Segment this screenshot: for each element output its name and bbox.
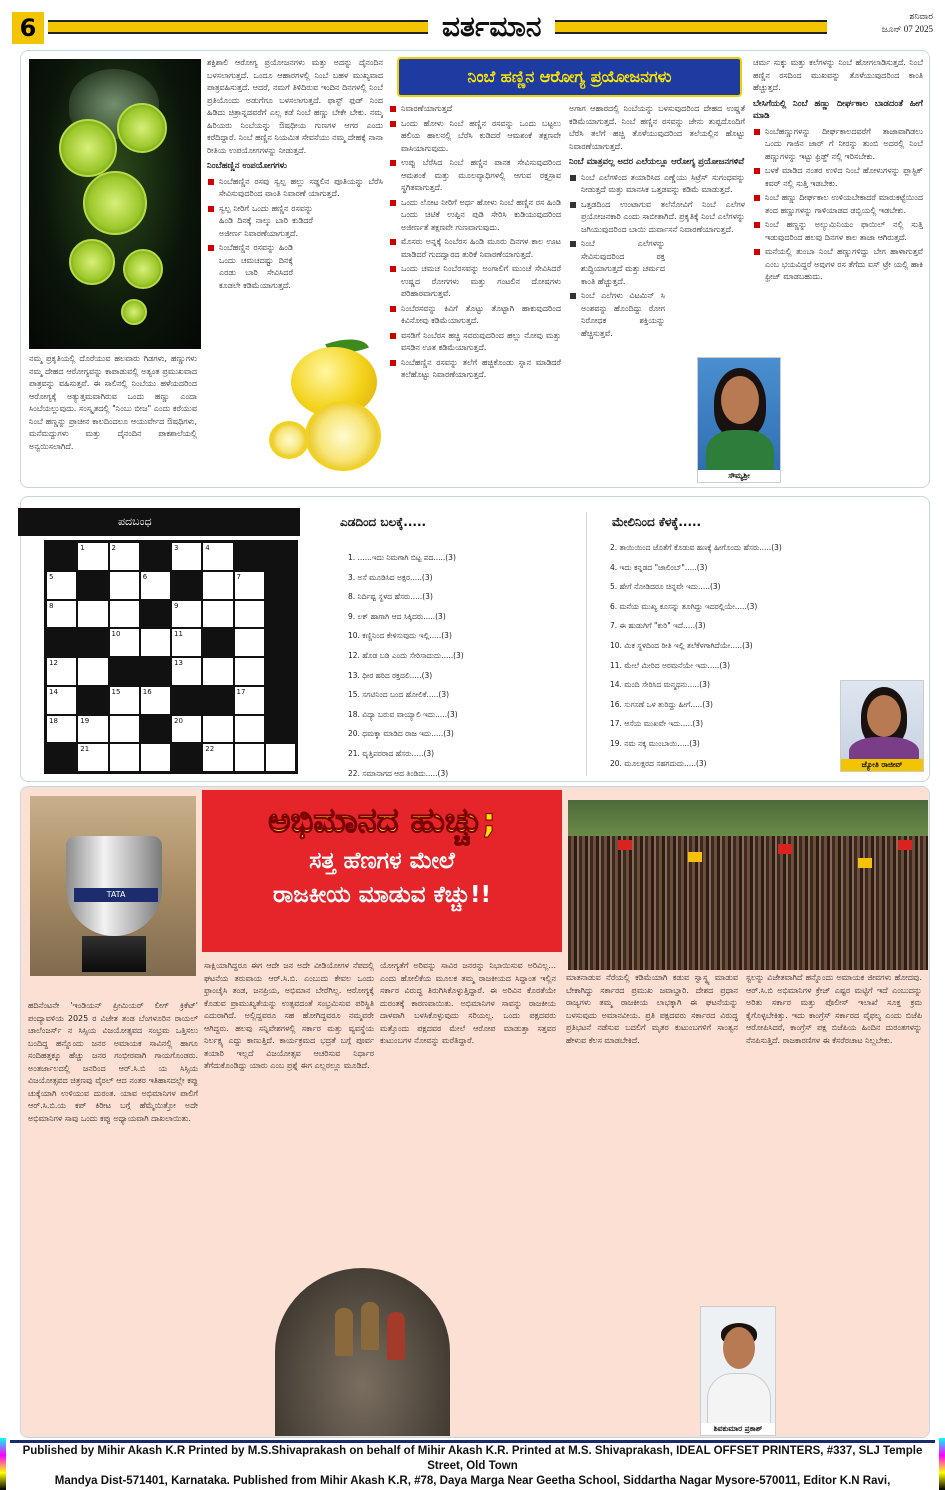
- author-photo: [697, 357, 781, 483]
- grid-cell[interactable]: [265, 743, 296, 772]
- rcb-headline: [202, 790, 562, 952]
- grid-cell[interactable]: [202, 657, 233, 686]
- rcb-col-2: [204, 960, 374, 1260]
- grid-cell[interactable]: [234, 657, 265, 686]
- clue-divider: [586, 512, 587, 776]
- grid-cell[interactable]: 22: [202, 743, 233, 772]
- rcb-author-photo: [700, 1306, 776, 1436]
- black-cell: [46, 743, 77, 772]
- list-item: ನಿಂಬೆ ಹಣ್ಣನ್ನು ಅಲ್ಯುಮಿನಿಯಂ ಫಾಯಿಲ್ ನಲ್ಲಿ ಸುತ್ತಿ ಇಡುವುದರಿಂದ ಹಲವು ದಿನಗಳ ಕಾಲ ತಾಜಾ ಆಗಿರುತ್ತದೆ.: [753, 219, 923, 244]
- grid-cell[interactable]: [234, 600, 265, 629]
- black-cell: [46, 628, 77, 657]
- black-cell: [46, 542, 77, 571]
- list-item: 11. ಮೇಲೆ ಮೀರಿದ ಅರಮನೆಯೇ ಇದು.....(3): [610, 660, 731, 670]
- rcb-col4-paragraph: ಮಾತನಾಡುವ ನೆರೆಯಲ್ಲಿ ಕಡಿಮೆಯಾಗಿ ಕಡುವ ಸ್ವಾಸ್ಥ್ಯ ಮಾಡುವ ಬೇಕಾಗಿದ್ದು ಸರ್ಕಾರದ ಪ್ರಮುಖ ಜವಾಬ್ದಾರಿ. ದೇಶದ ಪ್ರಧಾನ ರಾಜ್ಯಗಳು ತಮ್ಮ ರಾಜಕೀಯ ಲಾಭಕ್ಕಾಗಿ ಈ ಘಟನೆಯನ್ನು ಬಳಸುವುದು ಅಮಾನವೀಯ. ಪ್ರತಿ ಪಕ್ಷದವರು ಸರ್ಕಾರದ ವಿರುದ್ಧ ಪ್ರತಿಭಟನೆ ನಡೆಸುವ ಬದಲಿಗೆ ಮೃತರ ಕುಟುಂಬಗಳಿಗೆ ಸಾಂತ್ವನ ಹೇಳುವ ಕೆಲಸ ಮಾಡಬೇಕಿದೆ.: [566, 973, 738, 1045]
- stampede-scene-photo: [275, 1268, 450, 1436]
- black-cell: [265, 542, 296, 571]
- lime-headline: ನಿಂಬೆ ಹಣ್ಣಿನ ಆರೋಗ್ಯ ಪ್ರಯೋಜನಗಳು: [397, 57, 742, 97]
- grid-cell[interactable]: 3: [171, 542, 202, 571]
- list-item: ನಿಂಬೆ ಎಲೆಗಳನ್ನು ಸೇವಿಸುವುದರಿಂದ ರಕ್ತ ಶುದ್ಧಿಯಾಗುತ್ತದೆ ಮತ್ತು ಚರ್ಮದ ಕಾಂತಿ ಹೆಚ್ಚುತ್ತದೆ.: [569, 238, 665, 288]
- grid-cell[interactable]: 9: [171, 600, 202, 629]
- trees-background: [568, 800, 928, 836]
- black-cell: [109, 657, 140, 686]
- list-item: 21. ವೃತ್ತಿಪರರಾದ ಹೆಸರು.....(3): [348, 748, 435, 758]
- grid-cell[interactable]: 11: [171, 628, 202, 657]
- list-item: 5. ಹೇಗೆ ನೋಡಿದರೂ ಚಿನ್ನವೇ ಇದು.....(3): [610, 582, 721, 592]
- list-item: ನಿಂಬೆ ಎಲೆಗಳು ವಿಟಮಿನ್ ಸಿ ಅಂಶವನ್ನು ಹೊಂದಿದ್ದು ರೋಗ ನಿರೋಧಕ ಶಕ್ತಿಯನ್ನು ಹೆಚ್ಚಿಸುತ್ತವೆ.: [569, 290, 665, 340]
- crossword-author-name: ಜ್ಯೋತಿ ರಾಜೀವ್: [841, 759, 923, 771]
- lime-slice: [121, 299, 147, 325]
- crossword-grid: [44, 540, 298, 774]
- masthead: [8, 8, 937, 48]
- grid-cell[interactable]: [77, 657, 108, 686]
- footer-rule: [10, 1440, 935, 1443]
- list-item: 10. ಕಣ್ಣಿನಿಂದ ಕೇಳಿಸುವುದು ಇಲ್ಲಿ.....(3): [348, 631, 452, 641]
- list-item: 16. ಸುಗಸಣೆ ಒಳ ತುರಿದ್ದು ಹೀಗೆ.....(3): [610, 699, 713, 709]
- grid-cell[interactable]: [234, 743, 265, 772]
- grid-cell[interactable]: 21: [77, 743, 108, 772]
- black-cell: [265, 715, 296, 744]
- grid-cell[interactable]: 2: [109, 542, 140, 571]
- trophy-base: [82, 936, 146, 972]
- list-item: ನಿವಾರಣೆಯಾಗುತ್ತದೆ: [389, 103, 561, 116]
- headline-line-3: ರಾಜಕೀಯ ಮಾಡುವ ಕೆಚ್ಚು!!: [272, 882, 492, 908]
- grid-cell[interactable]: 18: [46, 715, 77, 744]
- list-item: ಒಂದು ಲೋಟ ನೀರಿಗೆ ಅರ್ಧ ಹೋಳು ನಿಂಬೆ ಹಣ್ಣಿನ ರಸ ಹಿಂಡಿ ಒಂದು ಚಿಟಿಕೆ ಉಪ್ಪಿನ ಪುಡಿ ಸೇರಿಸಿ ಕುಡಿಯುವುದರಿಂದ ಅಜೀರ್ಣತೆ ತಕ್ಷಣವೇ ಗುಣವಾಗುವುದು.: [389, 197, 561, 235]
- list-item: 6. ಮನೆಯ ಮುಖ್ಯ ಕೂಸನ್ನು ತೂಗಿದ್ದು ಇದರಲ್ಲಿಯೇ.....(3): [610, 601, 758, 611]
- grid-cell[interactable]: 10: [109, 628, 140, 657]
- lime-article: [20, 50, 930, 488]
- crossword-title: ಪದಬಂಧ: [18, 508, 300, 536]
- list-item: 4. ಇದು ಕನ್ನಡದ "ಜಾಲಿಂಬ್".....(3): [610, 562, 708, 572]
- list-item: 14. ಮಂದಿ ಸೇರಿಸಿದ ಮನ್ಮಥನು.....(3): [610, 680, 710, 690]
- rcb-col5-paragraph: ಸ್ಟಲನ್ನು ವಿಜೇತವಾಗಿದೆ ಹನ್ನೊಂದು ಅಮಾಯಕ ಜೀವಗಳು ಹೋದವು. ಆರ್.ಸಿ.ಬಿ ಅಭಿಮಾನಿಗಳ ಕ್ರೇಜ್ ಎಷ್ಟರ ಮಟ್ಟಿಗೆ ಇದೆ ಎಂಬುದನ್ನು ಅರಿತು ಸರ್ಕಾರ ಮತ್ತು ಪೊಲೀಸ್ ಇಲಾಖೆ ಸೂಕ್ತ ಕ್ರಮ ಕೈಗೊಳ್ಳಬೇಕಿತ್ತು. ಇದು ಕಾಂಗ್ರೆಸ್ ಸರ್ಕಾರದ ವೈಫಲ್ಯ ಎಂದು ಬಿಜೆಪಿ ಆರೋಪಿಸಿದರೆ, ಕಾಂಗ್ರೆಸ್ ಪಕ್ಷ ಬಿಜೆಪಿಯ ಹಿಂದಿನ ದುರಂತಗಳನ್ನು ನೆನಪಿಸುತ್ತಿದೆ. ರಾಜಕಾರಣಿಗಳ ಈ ಕೆಸರೆರಚಾಟ ನಿಲ್ಲಬೇಕು.: [746, 973, 922, 1045]
- list-item: 10. ಮಿಕ ಸ್ಥಳದಿಂದ ರೀತಿ ಇಲ್ಲಿ ತಲೆಕೆಳಗಾಗಿದೆಯೇ.....(3): [610, 640, 753, 650]
- grid-cell[interactable]: 13: [171, 657, 202, 686]
- storage-tips-heading: ಬೇಸಿಗೆಯಲ್ಲಿ ನಿಂಬೆ ಹಣ್ಣು ದೀರ್ಘಕಾಲ ಬಾಡದಂತೆ ಹೀಗೆ ಮಾಡಿ: [753, 98, 923, 121]
- black-cell: [77, 571, 108, 600]
- black-cell: [234, 542, 265, 571]
- rcb-col2-paragraph: ಸಾಕ್ಷಿಯಾಗಿದ್ದರೂ ಈಗ ಆದೇ ಜನ ಅದೇ ವೀಡಿಯೋಗಳ ನೆಪದಲ್ಲಿ ಘಟನೆಯ ತರುವಾಯ ಆರ್.ಸಿ.ಬಿ. ಎಂಬುದು ಕೇವಲ ಒಂದು ಫ್ರಾಂಚೈಸಿ ತಂಡ, ಜನಪ್ರಿಯ, ಅಭಿಮಾನ ಬೇರೆಗಿಲ್ಲ. ಆರೋಗ್ಯಕ್ಕೆ ಕೊಡುವ ಪ್ರಾಮುಖ್ಯತೆಯನ್ನು ಉತ್ಸವದಂತೆ ಸಂಭ್ರಮಿಸುವ ಪರಿಸ್ಥಿತಿ ಎದುರಾಗಿದೆ. ಅಲ್ಲಿದ್ದವರೂ ಸಹ ಹೋಗಿದ್ದವರೂ ನಮ್ಮವರೇ ಆಗಿದ್ದರು. ಹಲವು ಸನ್ನಿವೇಶಗಳಲ್ಲಿ ಸರ್ಕಾರ ಮತ್ತು ವ್ಯವಸ್ಥೆಯ ನಿರ್ಲಕ್ಷ್ಯ ಎದ್ದು ಕಾಣುತ್ತಿದೆ. ಕಾರ್ಯಕ್ರಮದ ಭದ್ರತೆ ಬಗ್ಗೆ ಪೂರ್ವ ತಯಾರಿ ಇಲ್ಲದೆ ವಿಜಯೋತ್ಸವ ಆಚರಿಸುವ ನಿರ್ಧಾರ ತೆಗೆದುಕೊಂಡಿದ್ದು ಯಾರು ಎಂಬ ಪ್ರಶ್ನೆ ಈಗ ಎಲ್ಲರಲ್ಲೂ ಮೂಡಿದೆ.: [204, 961, 374, 1070]
- grid-cell[interactable]: 16: [140, 686, 171, 715]
- rcb-col-3: [380, 960, 556, 1260]
- flag: [618, 840, 632, 850]
- list-item: ಮನೆಯಲ್ಲಿ ತುಂಬಾ ನಿಂಬೆ ಹಣ್ಣುಗಳಿದ್ದು ಬೇಗ ಹಾಳಾಗುತ್ತವೆ ಎಂಬ ಭಯವಿದ್ದರೆ ಅವುಗಳ ರಸ ತೆಗೆದು ಐಸ್ ಟ್ರೇ ಯಲ್ಲಿ ಹಾಕಿ ಫ್ರೀಜ್ ಮಾಡಬಹುದು.: [753, 246, 923, 284]
- lime-slice: [83, 171, 147, 235]
- registration-mark: [0, 1438, 6, 1490]
- black-cell: [140, 600, 171, 629]
- list-item: ನಿಂಬೆಹಣ್ಣಿನ ರಸವನ್ನು ತಲೆಗೆ ಹಚ್ಚಿಕೊಂಡು ಸ್ನಾನ ಮಾಡಿದರೆ ತಲೆಹೊಟ್ಟು ನಿವಾರಣೆಯಾಗುತ್ತದೆ.: [389, 357, 561, 382]
- ipl-trophy-photo: [30, 796, 196, 976]
- list-item: 8. ನಿರ್ದಿಷ್ಟ ಸ್ಥಳದ ಹೆಸರು.....(3): [348, 592, 433, 602]
- grid-cell[interactable]: 1: [77, 542, 108, 571]
- lime-splash-photo: [29, 59, 201, 349]
- issue-date-text: ಜೂನ್ 07 2025: [881, 24, 933, 34]
- down-heading: ಮೇಲಿನಿಂದ ಕೆಳಕ್ಕೆ.....: [612, 515, 702, 529]
- lime-col4-paragraph: ಅಗಾಗ ಆಹಾರದಲ್ಲಿ ನಿಂಬೆಯನ್ನು ಬಳಸುವುದರಿಂದ ದೇಹದ ಉಷ್ಣತೆ ಕಡಿಮೆಯಾಗುತ್ತದೆ. ನಿಂಬೆ ಹಣ್ಣಿನ ರಸವನ್ನು ಜೇನು ತುಪ್ಪದೊಂದಿಗೆ ಬೆರೆಸಿ ತಲೆಗೆ ಹಚ್ಚಿ ತೊಳೆಯುವುದರಿಂದ ತಲೆಯಲ್ಲಿನ ಹೊಟ್ಟು ನಿವಾರಣೆಯಾಗುತ್ತದೆ.: [569, 104, 745, 151]
- grid-cell[interactable]: [77, 600, 108, 629]
- list-item: ಮೊಸರು ಅನ್ನಕ್ಕೆ ನಿಂಬೆರಸ ಹಿಂಡಿ ಮೂರು ದಿನಗಳ ಕಾಲ ಊಟ ಮಾಡಿದರೆ ಗುದದ್ವಾರದ ತುರಿಕೆ ನಿವಾರಣೆಯಾಗುತ್ತದೆ.: [389, 236, 561, 261]
- registration-mark: [939, 1438, 945, 1490]
- black-cell: [77, 686, 108, 715]
- grid-cell[interactable]: [234, 628, 265, 657]
- grid-cell[interactable]: [109, 600, 140, 629]
- list-item: 1. ......ಇದು ನಿಮಗಾಗಿ ಬಿಟ್ಟ ಪದ.....(3): [348, 553, 456, 562]
- storage-tips-list: [753, 126, 923, 284]
- list-item: ಒಂದು ಹೋಳು ನಿಂಬೆ ಹಣ್ಣಿನ ರಸವನ್ನು ಒಂದು ಬಟ್ಟಲು ಹಲಿಯ ಹಾಲನಲ್ಲಿ ಬೆರೆಸಿ ಕುಡಿದರೆ ಆಮಶಂಕೆ ತಕ್ಷಣವೇ ವಾಸಿಯಾಗುವುದು.: [389, 118, 561, 156]
- black-cell: [265, 628, 296, 657]
- lime-intro-paragraph: ನಮ್ಮ ಪ್ರಕೃತಿಯಲ್ಲಿ ದೊರೆಯುವ ಹಲವಾರು ಗಿಡಗಳು, ಹಣ್ಣುಗಳು ನಮ್ಮ ದೇಹದ ಆರೋಗ್ಯವನ್ನು ಕಾಪಾಡುವಲ್ಲಿ ಅತ್ಯಂತ ಪ್ರಮುಖವಾದ ಪಾತ್ರವನ್ನು ವಹಿಸುತ್ತವೆ. ಈ ಸಾಲಿನಲ್ಲಿ ನಿಂಬೆಯು ಹಳೆಯದರಿಂದ ಆರೋಗ್ಯಕ್ಕೆ ಅತ್ಯುತ್ತಮವಾಗಿರುವ ಒಂದು ಹಣ್ಣು ಎಂದಾ ಸಿಂಬೆಯಲ್ಲುವುದು. ಸಂಸ್ಕೃತದಲ್ಲಿ "ನಿಂಬು ಬೀಜ" ಎಂದು ಕರೆಯುವ ನಿಂಬೆ ಹಣ್ಣನ್ನು ಪ್ರಾಚೀನ ಕಾಲದಿಂದಲೂ ಆಯುರ್ವೇದ ಔಷಧಿಗಳು, ಮನೆಮದ್ದುಗಳು ಮತ್ತು ದೈನಂದಿನ ಪಾಕಶಾಲೆಯಲ್ಲಿ ಅನ್ವಯಿಸಲಾಗಿದೆ.: [29, 354, 197, 451]
- across-clues: [348, 548, 578, 783]
- flag: [858, 858, 872, 868]
- black-cell: [77, 628, 108, 657]
- black-cell: [265, 600, 296, 629]
- grid-cell[interactable]: [109, 743, 140, 772]
- list-item: 2. ತಾಯಿಯಿಂದ ಜೊತೆಗೆ ಕೊಡುವ ಹಣಕ್ಕೆ ಹೀಗೊಂದು ಹೆಸರು.....(3): [610, 543, 782, 552]
- lime-col5-paragraph: ಚರ್ಮ ಸುಕ್ಕು ಮತ್ತು ಕಲೆಗಳನ್ನು ನಿಂಬೆ ಹೋಗಲಾಡಿಸುತ್ತದೆ. ನಿಂಬೆ ಹಣ್ಣಿನ ರಸದಿಂದ ಮುಖವನ್ನು ತೊಳೆಯುವುದರಿಂದ ಕಾಂತಿ ಹೆಚ್ಚುತ್ತದೆ.: [753, 58, 923, 92]
- black-cell: [171, 686, 202, 715]
- police-officer: [335, 1308, 353, 1356]
- grid-cell[interactable]: [202, 571, 233, 600]
- list-item: 19. ನಮ ನಕ್ಕ ಮುಂಬಾಯಿ.....(3): [610, 738, 700, 748]
- black-cell: [171, 571, 202, 600]
- rcb-col-1: [28, 1000, 198, 1436]
- list-item: ಸ್ವಲ್ಪ ನೀರಿಗೆ ಒಂದು ಹಣ್ಣಿನ ರಸವನ್ನು ಹಿಂಡಿ ದಿನಕ್ಕೆ ನಾಲ್ಕು ಬಾರಿ ಕುಡಿದರೆ ಅಜೀರ್ಣ ನಿವಾರಣೆಯಾಗುತ್ತದೆ.: [207, 203, 313, 241]
- down-clues: [610, 538, 835, 773]
- author-face: [721, 376, 759, 424]
- crossword-author-photo: [840, 680, 924, 772]
- grid-cell[interactable]: [234, 715, 265, 744]
- black-cell: [265, 657, 296, 686]
- list-item: ನಿಂಬೆಹಣ್ಣುಗಳನ್ನು ದೀರ್ಘಕಾಲದವರೆಗೆ ತಾಜಾವಾಗಿಡಲು ಒಂದು ಗಾಜಿನ ಜಾರ್ ಗೆ ನೀರನ್ನು ತುಂಬಿ ಅದರಲ್ಲಿ ನಿಂಬೆ ಹಣ್ಣುಗಳನ್ನು ಇಟ್ಟು ಫ್ರಿಡ್ಜ್ ನಲ್ಲಿ ಇರಿಸಬೇಕು.: [753, 126, 923, 164]
- trophy-sponsor-band: TATA: [74, 888, 158, 902]
- uses-list: [207, 176, 383, 293]
- list-item: 13. ಧೀರ ಹರಿದ ರಕ್ತದಲಿ.....(3): [348, 670, 433, 680]
- list-item: 9. ಲಕ್ ಹಾಗಾಗಿ ಆದ ಸಿಕ್ಕಿದರು.....(3): [348, 611, 446, 621]
- rcb-author-name: ಶಿವಕುಮಾರ ಪ್ರಕಾಶ್: [701, 1423, 775, 1435]
- list-item: ನಿಂಬೆ ಹಣ್ಣು ದೀರ್ಘಕಾಲ ಉಳಿಯಬೇಕಾದರೆ ಮಾರುಕಟ್ಟೆಯಿಂದ ತಂದ ಹಣ್ಣುಗಳನ್ನು ಗಾಳಿಯಾಡದ ಡಬ್ಬಿಯಲ್ಲಿ ಇಡಬೇಕು.: [753, 192, 923, 217]
- black-cell: [265, 571, 296, 600]
- grid-cell[interactable]: [140, 743, 171, 772]
- list-item: 17. ಆಸೆಯ ಮುಖವೇ ಇದು.....(3): [610, 719, 704, 729]
- list-item: ನಿಂಬೆ ಎಲೆಗಳಿಂದ ತಯಾರಿಸಿದ ಎಣ್ಣೆಯು ಸಿಟ್ರೆಸ್ ಸುಗಂಧವನ್ನು ನೀಡುತ್ತದೆ ಮತ್ತು ಮಾನಸಿಕ ಒತ್ತಡವನ್ನು ಕಡಿಮೆ ಮಾಡುತ್ತದೆ.: [569, 172, 745, 197]
- black-cell: [171, 743, 202, 772]
- grid-cell[interactable]: 20: [171, 715, 202, 744]
- grid-cell[interactable]: 5: [46, 571, 77, 600]
- police-officer: [387, 1312, 405, 1360]
- lime-slice: [117, 103, 167, 153]
- grid-cell[interactable]: 4: [202, 542, 233, 571]
- headline-line-2: ಸತ್ತ ಹೆಣಗಳ ಮೇಲೆ: [309, 848, 455, 874]
- black-cell: [265, 686, 296, 715]
- list-item: 7. ಈ ಹುಡುಗಿಗೆ "ಕುರಿ" ಇದೆ.....(3): [610, 621, 706, 631]
- author-face: [723, 1327, 755, 1369]
- police-officer: [361, 1302, 379, 1350]
- list-item: 20. ಮೂಲಕ್ಷರದ ಸಹಗದುದು.....(3): [610, 758, 707, 768]
- grid-cell[interactable]: 7: [234, 571, 265, 600]
- list-item: 15. ಸಗಟಿನಿಂದ ಬಂದ ಹೋಲಿಕೆ.....(3): [348, 690, 450, 700]
- lime-col2-paragraph: ಶಕ್ತಿಶಾಲಿ ಆರೋಗ್ಯ ಪ್ರಯೋಜನಗಳು ಮತ್ತು ಅದನ್ನು ದೈನಂದಿನ ಬಳಸಲಾಗುತ್ತದೆ. ಒಂದೂ ಆಹಾರಗಳಲ್ಲಿ ನಿಂಬೆ ಬಹಳ ಮುಖ್ಯವಾದ ಪಾತ್ರವಹಿಸುತ್ತದೆ. ಆದರೆ, ನಮಗೆ ತಿಳಿದಿರುವ ಇಂದಿನ ದಿನಗಳಲ್ಲಿ ನಿಂಬೆ ಪ್ರತಿಯೊಂದು ಅಡುಗೆಗೂ ಬಳಸಲಾಗುತ್ತದೆ. ಫಾಸ್ಟ್ ಫುಡ್ ನಿಂದ ಹಿಡಿದು ಚಿತ್ರಾನ್ನದವರೆಗೆ ಎಲ್ಲ ಕಡೆ ನಿಂಬೆ ಹಣ್ಣು ಬೇಕೇ ಬೇಕು. ನಮ್ಮ ಹಿರಿಯರು ನಿಂಬೆಯನ್ನು ಔಷಧೀಯ ಗುಣಗಳ ಆಗರ ಎಂದು ಕರೆದಿದ್ದಾರೆ. ನಿಂಬೆ ಹಣ್ಣಿನ ನಿಯಮಿತ ಸೇವನೆಯು ನಮ್ಮ ದೇಹಕ್ಕೆ ನಾನಾ ರೀತಿಯ ಉಪಯೋಗಗಳನ್ನು ನೀಡುತ್ತದೆ.: [207, 58, 383, 155]
- newspaper-title: ವರ್ತಮಾನ: [428, 8, 555, 46]
- black-cell: [140, 715, 171, 744]
- grid-cell[interactable]: 6: [140, 571, 171, 600]
- lime-col-3: [389, 103, 561, 483]
- crowd-photo: [568, 800, 928, 970]
- black-cell: [202, 686, 233, 715]
- grid-cell[interactable]: 15: [109, 686, 140, 715]
- leaf-benefits-list: [569, 172, 745, 341]
- imprint-line-1: Published by Mihir Akash K.R Printed by M.S.Shivaprakash on behalf of Mihir Akash K.R. Printed at M.S. Shivaprakash, IDEAL OFFSET PRINTERS, #337, SLJ Temple Street, Old Town: [22, 1445, 923, 1472]
- headline-line-1: ಅಭಿಮಾನದ ಹುಚ್ಚು;: [268, 801, 496, 841]
- list-item: ನಿಂಬೆರಸವನ್ನು ಕಿವಿಗೆ ತೊಟ್ಟು ತೊಟ್ಟಾಗಿ ಹಾಕುವುದರಿಂದ ಕಿವಿನೋವು ಕಡಿಮೆಯಾಗುತ್ತದೆ.: [389, 303, 561, 328]
- issue-date: [833, 10, 933, 36]
- across-heading: ಎಡದಿಂದ ಬಲಕ್ಕೆ.....: [340, 515, 427, 529]
- list-item: 18. ವಿದ್ಯಾ ಬರುವ ವಾಯ್ಯಾಲಿ ಇದು.....(3): [348, 709, 458, 719]
- grid-cell[interactable]: [202, 600, 233, 629]
- list-item: ಉಪ್ಪು ಬೆರೆಸಿದ ನಿಂಬೆ ಹಣ್ಣಿನ ಪಾನಕ ಸೇವಿಸುವುದರಿಂದ ಆಮಶಂಕೆ ಮತ್ತು ಮೂಲವ್ಯಾಧಿಗಳಲ್ಲಿ ಆಗುವ ರಕ್ತಸ್ರಾವ ಸ್ಥಗಿತವಾಗುತ್ತದೆ.: [389, 157, 561, 195]
- grid-cell[interactable]: [202, 715, 233, 744]
- grid-cell[interactable]: 8: [46, 600, 77, 629]
- lemon-half: [305, 401, 381, 471]
- list-item: ಒತ್ತಡದಿಂದ ಉಂಟಾಗುವ ತಲೆನೋವಿಗೆ ನಿಂಬೆ ಎಲೆಗಳ ಪ್ರಯೋಜನಕಾರಿ ಎಂದು ಸಾಬೀತಾಗಿದೆ. ಪ್ರಕೃತಿಕ್ಕೆ ನಿಂಬೆ ಎಲೆಗಳನ್ನು ಜಗಿಯುವುದರಿಂದ ಬಾಯಿ ದುರ್ವಾಸನೆ ನಿವಾರಣೆಯಾಗುತ್ತದೆ.: [569, 199, 745, 237]
- list-item: ನಿಂಬೆಹಣ್ಣಿನ ರಸವನ್ನು ಹಿಂಡಿ ಒಂದು ಚಮಚದಷ್ಟು ದಿನಕ್ಕೆ ಎರಡು ಬಾರಿ ಸೇವಿಸಿದರೆ ಕೂಡಲೇ ಕಡಿಮೆಯಾಗುತ್ತದೆ.: [207, 242, 293, 292]
- list-item: ಒಂದು ಚಮಚ ನಿಂಬೆರಸವನ್ನು ಅಂಗಾಲಿಗೆ ಮುಂಚೆ ಸೇವಿಸಿದರೆ ಉಷ್ಣದ ರೋಗಗಳು ಮತ್ತು ಗಂಟಲಿನ ದೋಷಗಳು ಪರಿಹಾರವಾಗುತ್ತವೆ.: [389, 263, 561, 301]
- list-item: 22. ಸಮಾನಾಗದ ಆದ ತಿಂಡಿದು.....(3): [348, 768, 449, 778]
- flag: [898, 840, 912, 850]
- lime-col-1: [29, 353, 197, 483]
- page-number: 6: [12, 12, 44, 44]
- list-item: 3. ಅಸೆ ಮೂಡಿಸಿದ ಅಕ್ಷರ.....(3): [348, 572, 433, 582]
- list-item: ವಸಡಿಗೆ ನಿಂಬೆರಸ ಹಚ್ಚಿ ಸವರುವುದರಿಂದ ಹಲ್ಲು ನೋವು ಮತ್ತು ವಸಡಿನ ಊತ ಕಡಿಮೆಯಾಗುತ್ತದೆ.: [389, 330, 561, 355]
- author-name: ಸೌಮ್ಯಶ್ರೀ: [698, 470, 780, 482]
- black-cell: [140, 542, 171, 571]
- flag: [778, 844, 792, 854]
- flag: [688, 852, 702, 862]
- lemon-half: [269, 421, 309, 459]
- list-item: 12. ಹೊಡ ಬಡಿ ಎಂದು ಸೇರಿಸಾದುದು.....(3): [348, 650, 464, 660]
- leaf-benefits-heading: ನಿಂಬೆ ಮಾತ್ರವಲ್ಲ ಅದರ ಎಲೆಯಲ್ಲೂ ಆರೋಗ್ಯ ಪ್ರಯೋಜನಗಳಿವೆ: [569, 157, 745, 167]
- imprint-footer: [10, 1444, 935, 1489]
- grid-cell[interactable]: 19: [77, 715, 108, 744]
- grid-cell[interactable]: 17: [234, 686, 265, 715]
- rcb-col1-paragraph: ಹದಿನೆಂಟನೇ 'ಇಂಡಿಯನ್ ಪ್ರೀಮಿಯರ್ ಲೀಗ್ ಕ್ರಿಕೆಟ್' ಪಂದ್ಯಾವಳಿಯ 2025 ರ ವಿಜೇತ ತಂಡ ಬೆಂಗಳೂರಿನ ರಾಯಲ್ ಚಾಲೆಂಜರ್ಸ್ ನ ಸಿಸ್ಸಿಯ ವಿಜಯೋತ್ಸವದ ಸಂಭ್ರಮ ಒತ್ತಿಸಲು ಬಂದಿದ್ದ ಹನ್ನೊಂದು ಜನರ ಅಮಾಯಕ ಸಾವಿನಲ್ಲಿ ಹಾಗೂ ಸಂದಿಹತ್ತಕ್ಕೂ ಹೆಚ್ಚು ಜನರ ಗಂಭೀರವಾಗಿ ಗಾಯಗೊಂಡರು. ಅಂತರ್ಜಾಲದಲ್ಲಿ ಜನರಿಂದ ಆರ್.ಸಿ.ಬಿ ಯ ಸಿಸ್ಸಿಯ ವಿಜಯೋತ್ಸವದ ಚಿತ್ರಣವು ವೈರಲ್ ಆದ ನಂತರ ಇತಿಹಾಸದಲ್ಲೇ ಕಪ್ಪು ಚುಕ್ಕೆಯಾಗಿ ಉಳಿಯುವ ದುರಂತ. ಯಾವ ಅಭಿಮಾನಿಗಳ ಪಾಲಿಗೆ ಆರ್.ಸಿ.ಬಿ.ಯ ಕಪ್ ಕಿರೀಟ ಬಗ್ಗೆ ಹೆಮ್ಮೆಯಿತ್ತೋ ಅದೇ ಅಭಿಮಾನಿಗಳ ಸಾವು ಒಂದು ಕಪ್ಪು ಅಧ್ಯಾಯವಾಗಿ ದಾಖಲಾಯಿತು.: [28, 1001, 198, 1123]
- black-cell: [140, 657, 171, 686]
- lime-slice: [123, 249, 163, 289]
- trophy-cup: [66, 836, 162, 936]
- list-item: 20. ಧಮಕ್ಕಾ ಮಾಡಿದ ರಾಜ ಇದು.....(3): [348, 729, 454, 739]
- grid-cell[interactable]: 12: [46, 657, 77, 686]
- list-item: ನಿಂಬೆಹಣ್ಣಿನ ರಸವು ಸ್ವಲ್ಪ ಹಲ್ಲು ಸಡ್ಡಲಿನ ಪೂತಿಯನ್ನು ಬೆರೆಸಿ ಸೇವಿಸುವುದರಿಂದ ವಾಂತಿ ನಿವಾರಣೆ ಯಾಗುತ್ತದೆ.: [207, 176, 383, 201]
- author-face: [867, 695, 901, 737]
- remedies-list: [389, 103, 561, 382]
- lemon-photo: [263, 331, 403, 476]
- lime-slice: [69, 239, 115, 285]
- lime-slice: [59, 119, 117, 177]
- grid-cell[interactable]: [140, 628, 171, 657]
- black-cell: [202, 628, 233, 657]
- grid-cell[interactable]: [109, 715, 140, 744]
- uses-heading: ನಿಂಬೆಹಣ್ಣಿನ ಉಪಯೋಗಗಳು: [207, 161, 287, 171]
- rcb-col3-paragraph: ಯೋಗ್ಯತೆಗೆ ಅರಿವನ್ನು ಸಾವಿರ ಜನರನ್ನು ನಿಭಾಯಿಸುವ ಅರಿವಿಲ್ಲ... ಎಂದು ಹೋಲಿಕೆಯ ಮೂಲಕ ತಮ್ಮ ರಾಜಕೀಯದ ಸಿದ್ದಾಂತ ಇಲ್ಲಿನ ಸರ್ಕಾರ ವಿರುದ್ಧ ತಿರುಗಿಸಿಕೊಳ್ಳುತ್ತಿದ್ದಾರೆ. ಈ ಅರಿವಿನ ಕೊರತೆಯೇ ದುರಂತಕ್ಕೆ ಕಾರಣವಾಯಿತು. ಅಭಿಮಾನಿಗಳ ಸಾವನ್ನು ರಾಜಕೀಯ ದಾಳವಾಗಿ ಬಳಸಿಕೊಳ್ಳುವುದು ಸರಿಯಲ್ಲ. ಒಂದು ಪಕ್ಷದವರು ಮತ್ತೊಂದು ಪಕ್ಷದವರ ಮೇಲೆ ಆರೋಪ ಮಾಡುತ್ತಾ ಸತ್ತವರ ಕುಟುಂಬಗಳ ನೋವನ್ನು ಮರೆತಿದ್ದಾರೆ.: [380, 961, 556, 1045]
- list-item: ಬಳಕೆ ಮಾಡಿದ ನಂತರ ಉಳಿದ ನಿಂಬೆ ಹೋಳುಗಳನ್ನು ಪ್ಲಾಸ್ಟಿಕ್ ಕವರ್ ನಲ್ಲಿ ಸುತ್ತಿ ಇಡಬೇಕು.: [753, 165, 923, 190]
- imprint-line-2: Mandya Dist-571401, Karnataka. Published from Mihir Akash K.R, #78, Daya Marga Near Geetha School, Siddartha Nagar Mysore-570011, Editor K.N Ravi,: [54, 1475, 891, 1487]
- grid-cell[interactable]: 14: [46, 686, 77, 715]
- grid-cell[interactable]: [109, 571, 140, 600]
- issue-day: ಶನಿವಾರ: [909, 11, 933, 21]
